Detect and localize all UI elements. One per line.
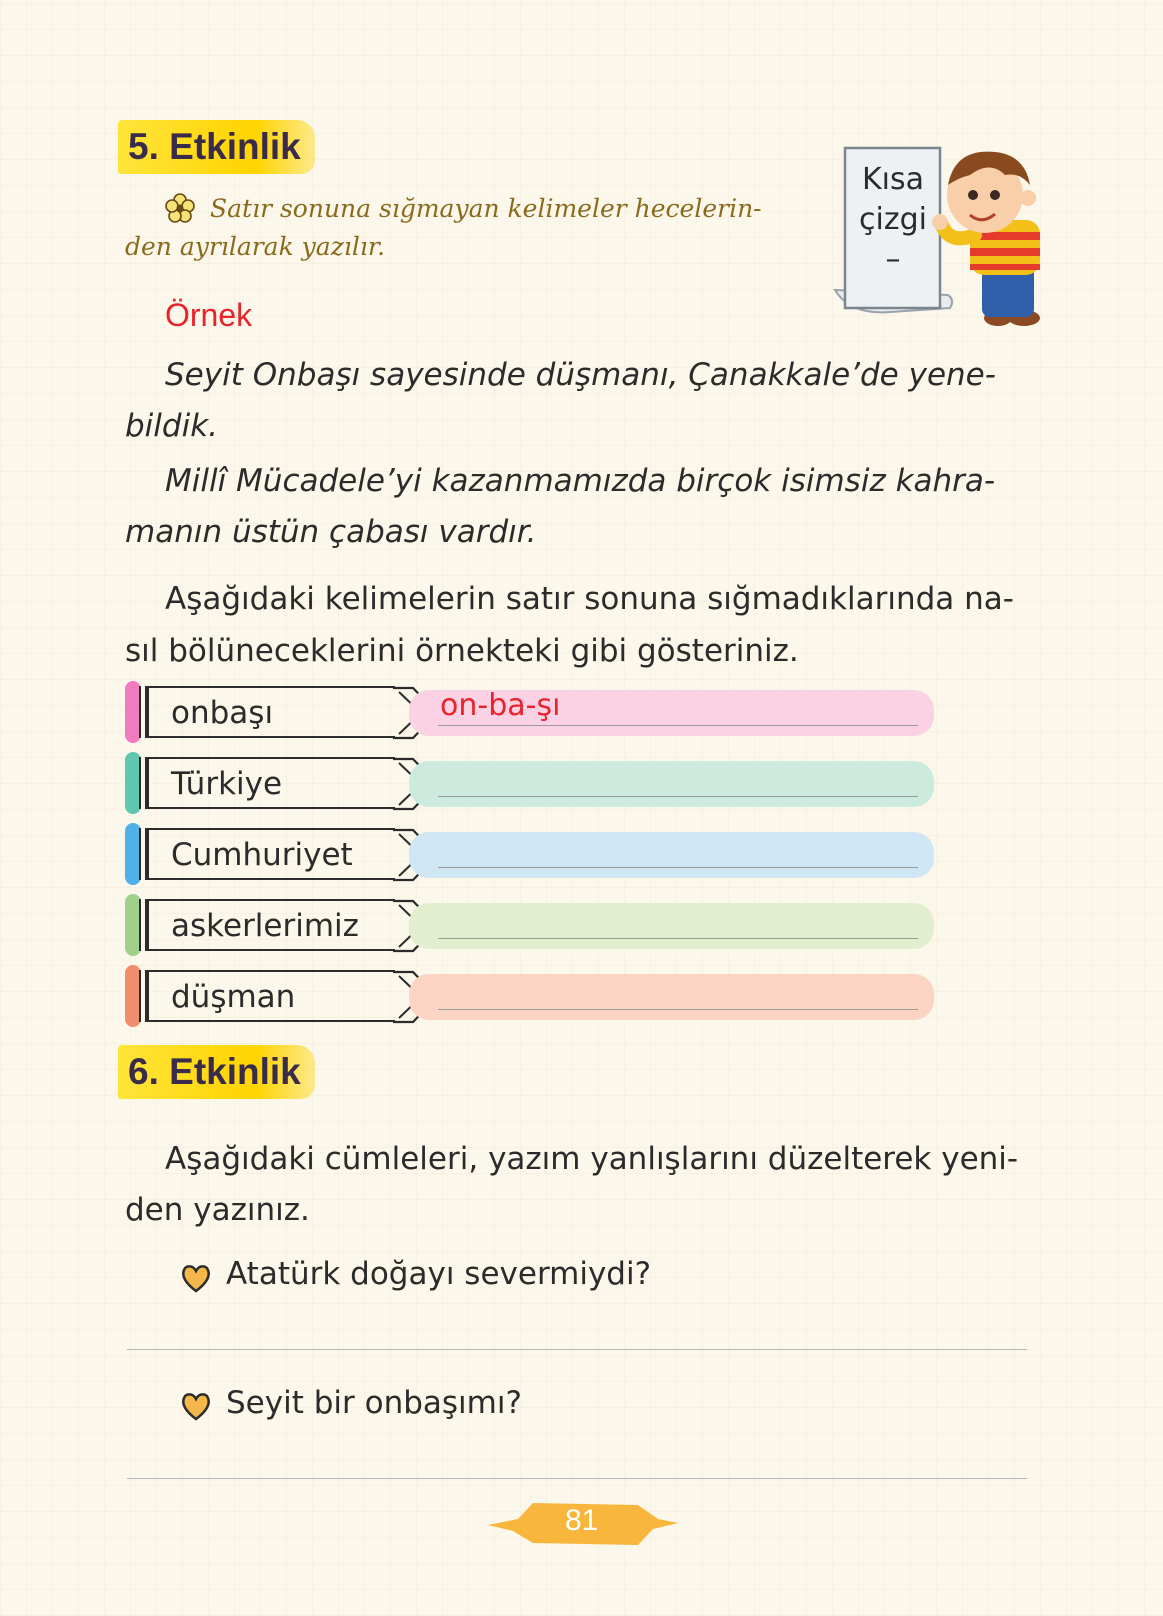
word-row — [125, 893, 1065, 957]
answer-text: on-ba-şı — [440, 688, 561, 723]
activity6-number: 6. — [128, 1051, 159, 1092]
tip-line-2: den ayrılarak yazılır. — [125, 232, 386, 261]
row-word: düşman — [145, 970, 395, 1022]
row-word: onbaşı — [145, 686, 395, 738]
sign-line-3: – — [885, 242, 901, 277]
item-text: Atatürk doğayı severmiydi? — [226, 1256, 652, 1292]
answer-line[interactable] — [438, 938, 918, 939]
answer-line[interactable] — [438, 725, 918, 726]
sign-line-2: çizgi — [859, 202, 927, 237]
answer-background — [409, 974, 934, 1020]
word-rows — [125, 680, 1065, 1040]
activity5-number: 5. — [128, 126, 159, 167]
word-row — [125, 964, 1065, 1028]
flower-icon — [165, 193, 195, 223]
example2-line-2: manın üstün çabası vardır. — [125, 514, 537, 550]
answer-line[interactable] — [127, 1349, 1027, 1350]
heart-icon — [180, 1390, 212, 1422]
example-title: Örnek — [165, 297, 253, 333]
activity6-title: Etkinlik — [169, 1051, 301, 1092]
row-word: askerlerimiz — [145, 899, 395, 951]
word-row — [125, 751, 1065, 815]
row-word: Cumhuriyet — [145, 828, 395, 880]
activity5-heading — [118, 120, 315, 174]
answer-line[interactable] — [438, 796, 918, 797]
answer-line[interactable] — [127, 1478, 1027, 1479]
activity6-heading — [118, 1045, 315, 1099]
activity6-instruction-line-1: Aşağıdaki cümleleri, yazım yanlışlarını düzelterek yeni- — [165, 1141, 1019, 1177]
word-row — [125, 822, 1065, 886]
answer-background — [409, 761, 934, 807]
heart-icon — [180, 1262, 212, 1294]
activity6-instruction-line-2: den yazınız. — [125, 1192, 310, 1228]
example1-line-2: bildik. — [125, 408, 218, 444]
activity5-instruction-line-2: sıl bölüneceklerini örnekteki gibi gösteriniz. — [125, 633, 799, 669]
sign-line-1: Kısa — [861, 162, 925, 197]
activity5-title: Etkinlik — [169, 126, 301, 167]
answer-background — [409, 832, 934, 878]
row-word: Türkiye — [145, 757, 395, 809]
item-text: Seyit bir onbaşımı? — [226, 1385, 522, 1421]
sign-text — [848, 160, 938, 280]
answer-line[interactable] — [438, 867, 918, 868]
page-number: 81 — [565, 1504, 599, 1537]
answer-background — [409, 903, 934, 949]
word-row — [125, 680, 1065, 744]
example2-line-1: Millî Mücadele’yi kazanmamızda birçok isimsiz kahra- — [165, 463, 996, 499]
answer-line[interactable] — [438, 1009, 918, 1010]
activity5-instruction-line-1: Aşağıdaki kelimelerin satır sonuna sığmadıklarında na- — [165, 581, 1014, 617]
tip-line-1: Satır sonuna sığmayan kelimeler hecelerin- — [210, 194, 762, 223]
example1-line-1: Seyit Onbaşı sayesinde düşmanı, Çanakkale’de yene- — [165, 357, 996, 393]
